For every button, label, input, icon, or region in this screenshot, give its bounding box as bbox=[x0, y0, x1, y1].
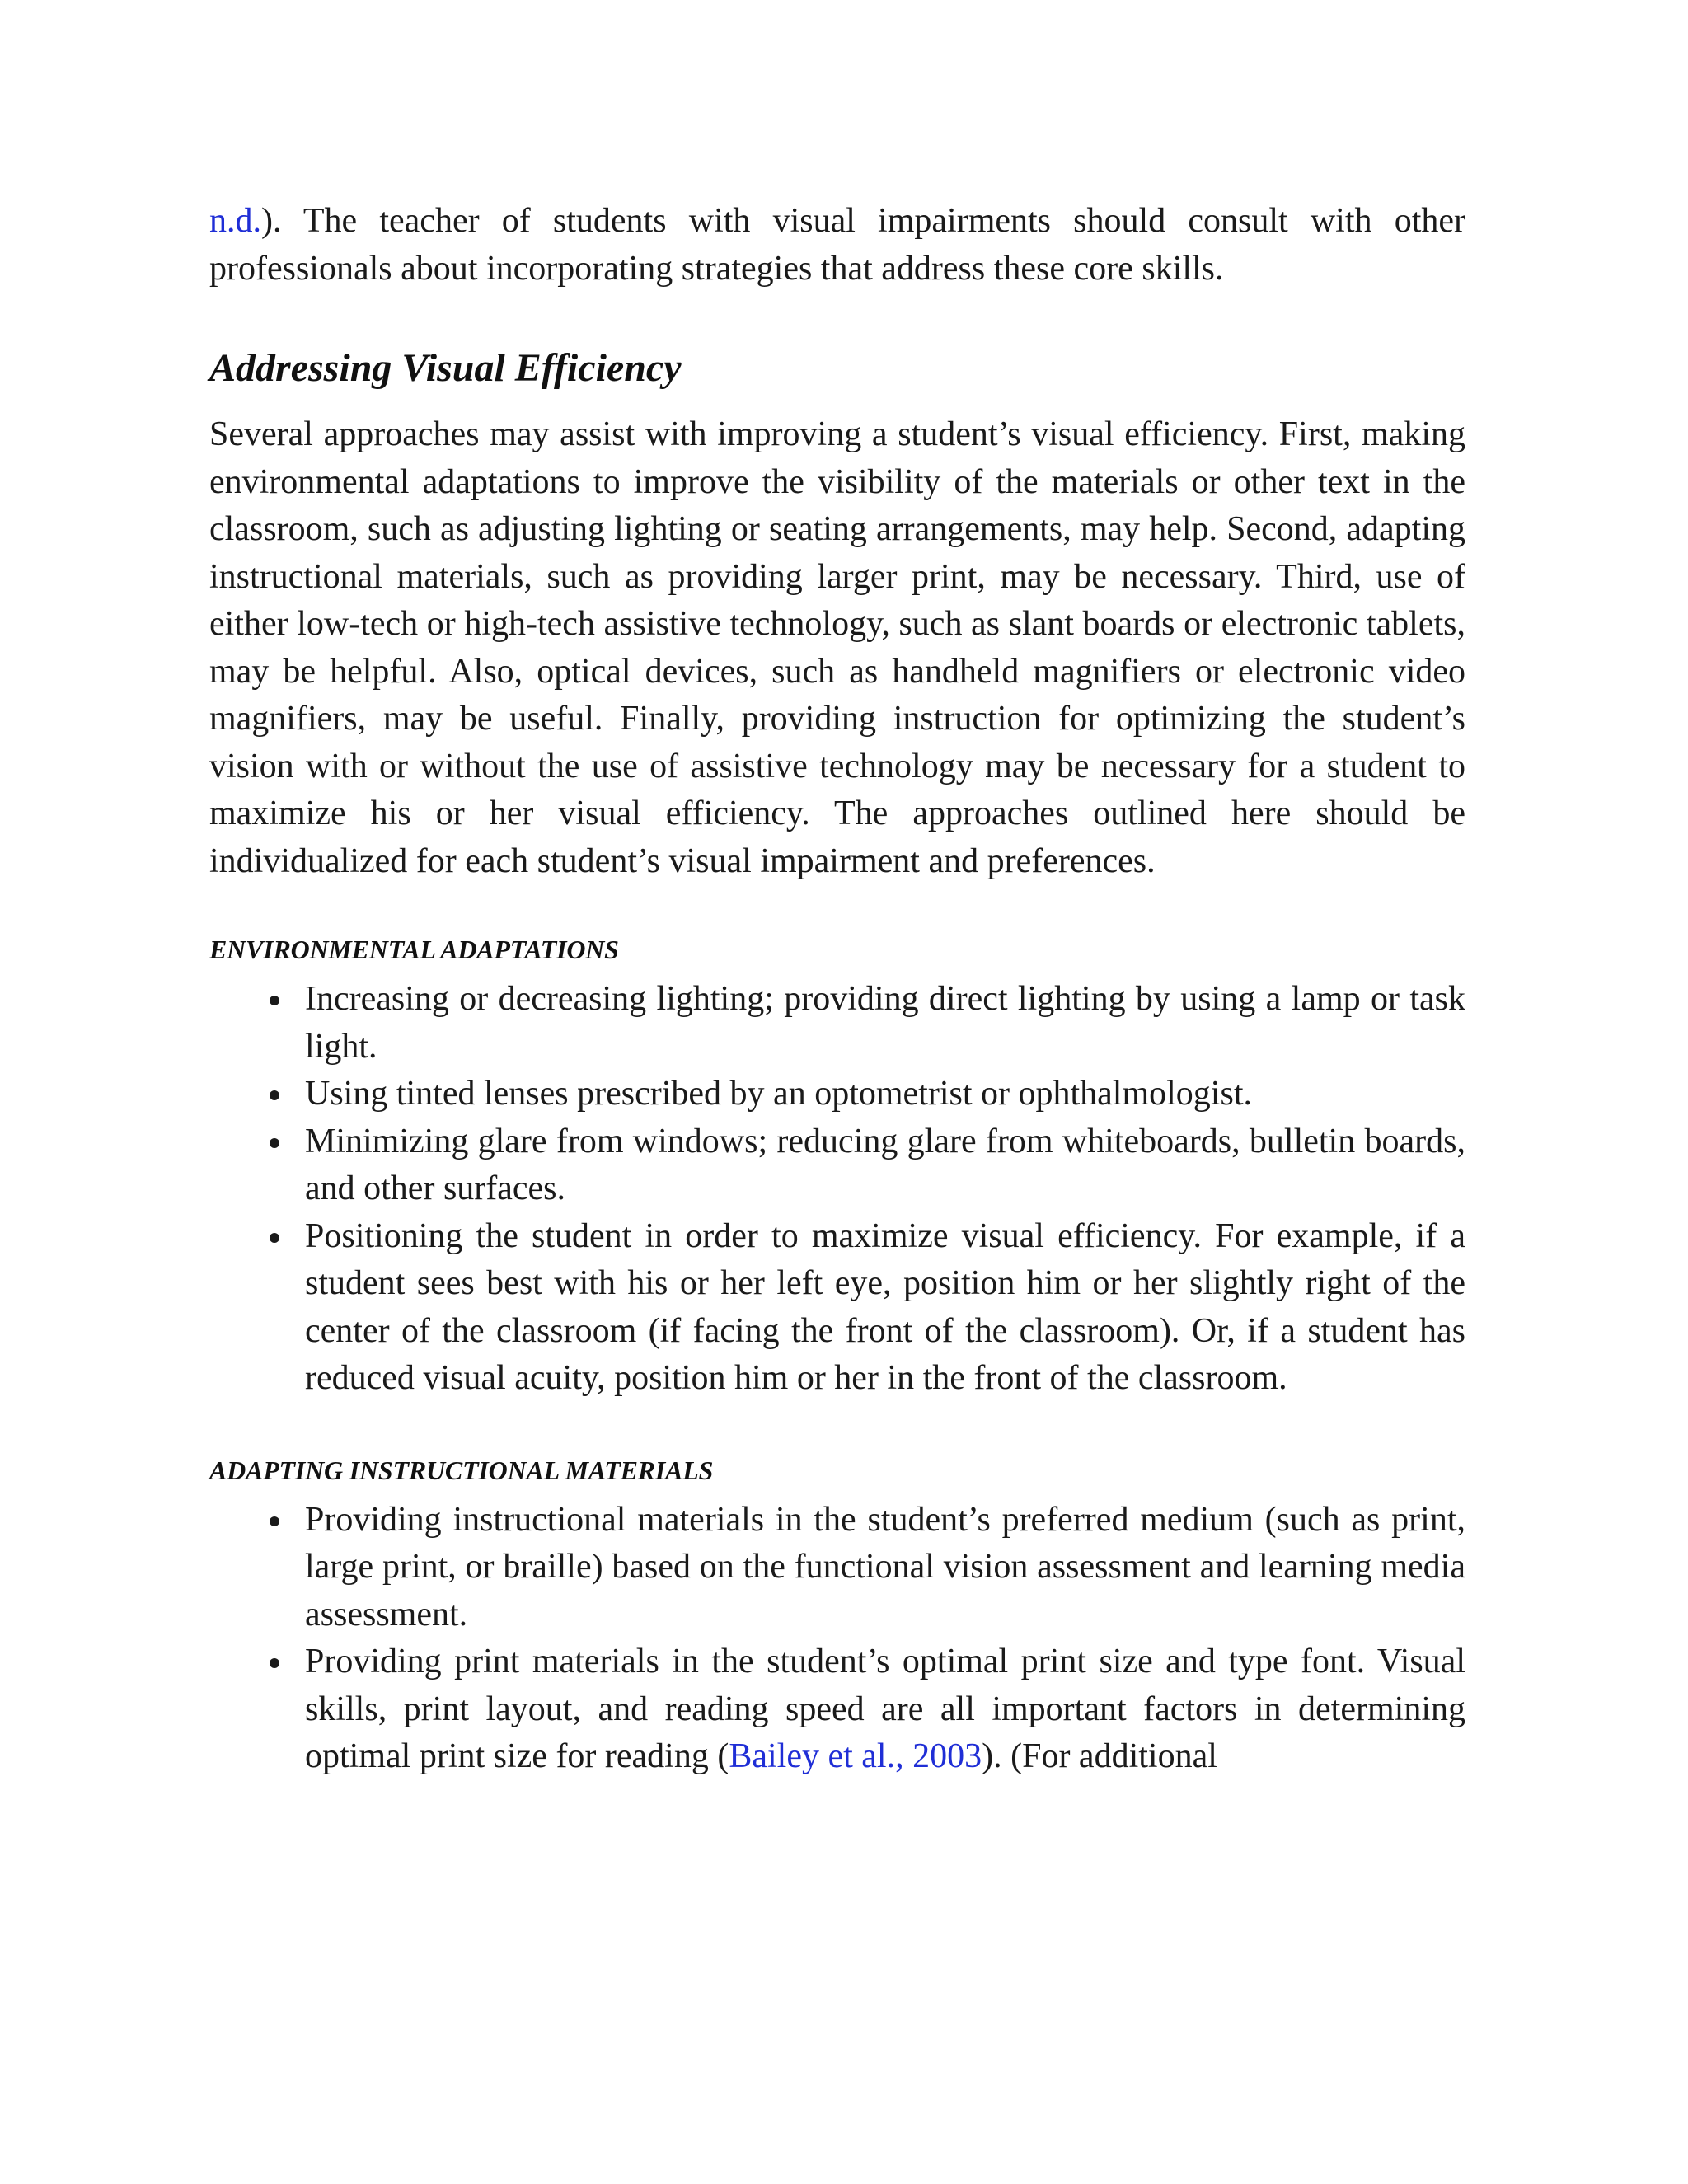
list-item-text-after: ). (For additional bbox=[982, 1737, 1217, 1775]
document-page bbox=[209, 198, 1465, 1781]
intro-text: ). The teacher of students with visual impairments should consult with other professionals about incorporating strategies that address these core skills. bbox=[209, 202, 1465, 288]
list-item: Providing instructional materials in the student’s preferred medium (such as print, large print, or braille) based on the functional vision assessment and learning media assessment. bbox=[305, 1497, 1465, 1639]
list-item: Minimizing glare from windows; reducing glare from whiteboards, bulletin boards, and other surfaces. bbox=[305, 1118, 1465, 1213]
environmental-adaptations-list bbox=[209, 976, 1465, 1403]
environmental-adaptations-heading: ENVIRONMENTAL ADAPTATIONS bbox=[209, 935, 619, 964]
citation-link-nd[interactable]: n.d. bbox=[209, 202, 261, 240]
list-item: Increasing or decreasing lighting; providing direct lighting by using a lamp or task light. bbox=[305, 976, 1465, 1071]
list-item: Using tinted lenses prescribed by an optometrist or ophthalmologist. bbox=[305, 1071, 1465, 1118]
list-item bbox=[305, 1638, 1465, 1781]
citation-link-bailey[interactable]: Bailey et al., 2003 bbox=[729, 1737, 982, 1775]
adapting-materials-list bbox=[209, 1497, 1465, 1781]
section-paragraph: Several approaches may assist with improving a student’s visual efficiency. First, making environmental adaptations to improve the visibility of the materials or other text in the classroom, such as adjusting lighting or seating arrangements, may help. Second, adapting instructional materials, such as providing larger print, may be necessary. Third, use of either low-tech or high-tech assistive technology, such as slant boards or electronic tablets, may be helpful. Also, optical devices, such as handheld magnifiers or electronic video magnifiers, may be useful. Finally, providing instruction for optimizing the student’s vision with or without the use of assistive technology may be necessary for a student to maximize his or her visual efficiency. The approaches outlined here should be individualized for each student’s visual impairment and preferences. bbox=[209, 415, 1465, 880]
intro-paragraph bbox=[209, 198, 1465, 293]
list-item-text-before: Providing print materials in the student’s optimal print size and type font. Visual skills, print layout, and reading speed are all important factors in determining optimal print size for reading ( bbox=[305, 1643, 1465, 1775]
section-heading: Addressing Visual Efficiency bbox=[209, 346, 682, 390]
adapting-materials-heading: ADAPTING INSTRUCTIONAL MATERIALS bbox=[209, 1455, 714, 1485]
list-item: Positioning the student in order to maximize visual efficiency. For example, if a student sees best with his or her left eye, position him or her slightly right of the center of the classroom (if facing the front of the classroom). Or, if a student has reduced visual acuity, position him or her in the front of the classroom. bbox=[305, 1213, 1465, 1403]
